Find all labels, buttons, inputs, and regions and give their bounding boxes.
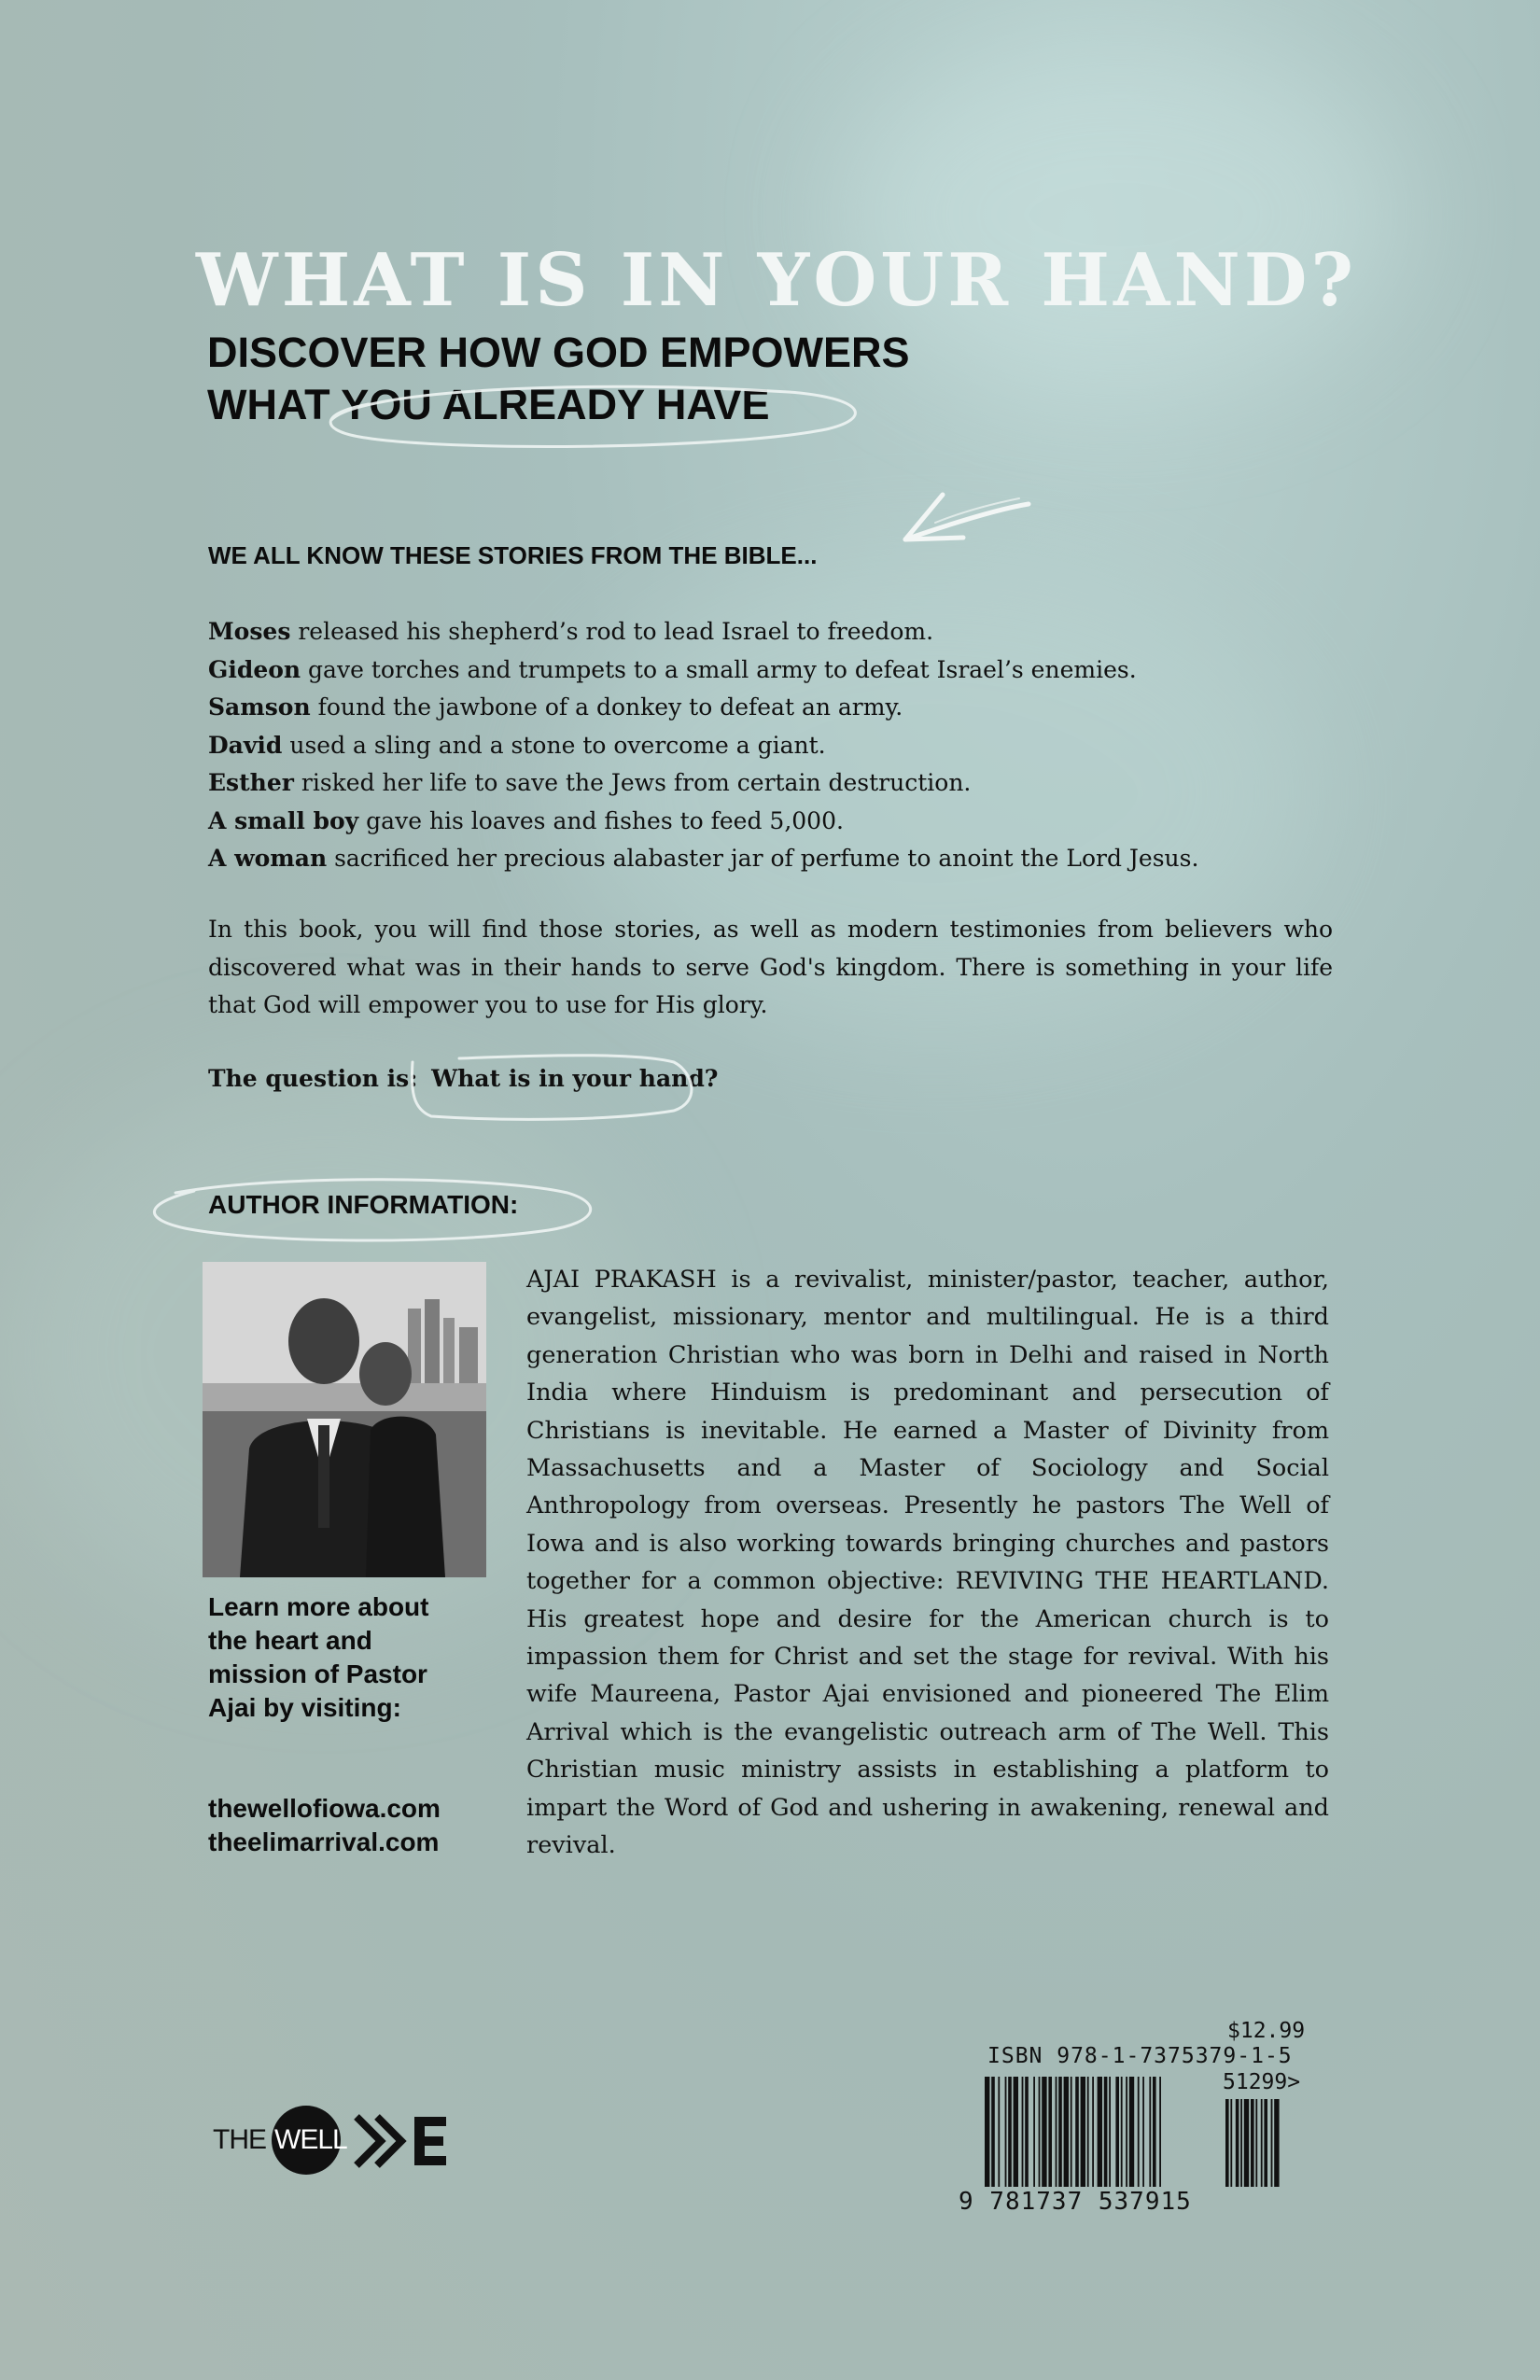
story-name: Moses (208, 618, 291, 645)
barcode-addon-bar (1240, 2099, 1242, 2187)
barcode-bar (1115, 2077, 1119, 2187)
barcode-addon-bar (1261, 2099, 1263, 2187)
price-addon-code: 51299> (1223, 2070, 1301, 2094)
barcode-bar (1008, 2077, 1012, 2187)
story-text: risked her life to save the Jews from certain destruction. (293, 769, 972, 796)
barcode-addon-bar (1225, 2099, 1229, 2187)
barcode-bar (1056, 2077, 1057, 2187)
barcode-bar (1081, 2077, 1085, 2187)
barcode-bar (1039, 2077, 1041, 2187)
barcode-bar (1025, 2077, 1029, 2187)
barcode-bar (1042, 2077, 1046, 2187)
story-text: gave his loaves and fishes to feed 5,000. (358, 806, 844, 834)
barcode-addon-bar (1236, 2099, 1239, 2187)
barcode-bar (1092, 2077, 1094, 2187)
barcode-addon-bar (1274, 2099, 1279, 2187)
barcode-addon-bar (1244, 2099, 1249, 2187)
barcode-bar (1126, 2077, 1127, 2187)
barcode-bar (1058, 2077, 1062, 2187)
barcode-bar (1153, 2077, 1156, 2187)
story-name: David (208, 731, 283, 759)
isbn-barcode (985, 2077, 1321, 2187)
barcode-bar (1071, 2077, 1072, 2187)
intro-paragraph: In this book, you will find those stories, as well as modern testimonies from believers who discovered what was in their hands to serve God's kingdom. There is something in your life that God will empower you to use for His glory. (208, 916, 1333, 1018)
barcode-bar (1033, 2077, 1035, 2187)
barcode-bar (1087, 2077, 1089, 2187)
learn-more-text: Learn more about the heart and mission of Pastor Ajai by visiting: (208, 1592, 429, 1722)
story-line (208, 651, 1365, 690)
barcode-bar (1138, 2077, 1140, 2187)
author-photo-illustration (203, 1262, 486, 1577)
barcode-addon-bar (1271, 2099, 1273, 2187)
story-line (208, 803, 1365, 841)
elim-arrival-logo-icon (353, 2111, 474, 2171)
barcode-bar (998, 2077, 1000, 2187)
price-label: $12.99 (1227, 2019, 1306, 2043)
barcode-addon-bar (1251, 2099, 1254, 2187)
barcode-bar (1022, 2077, 1024, 2187)
stories-heading: WE ALL KNOW THESE STORIES FROM THE BIBLE... (208, 541, 818, 569)
story-line (208, 727, 1365, 765)
isbn-label: ISBN 978-1-7375379-1-5 (987, 2044, 1293, 2068)
subtitle-line: DISCOVER HOW GOD EMPOWERS (207, 329, 910, 376)
chalk-arrow-icon (898, 485, 1038, 551)
story-text: sacrificed her precious alabaster jar of perfume to anoint the Lord Jesus. (327, 845, 1199, 872)
logo-word-well: WELL (274, 2124, 347, 2155)
barcode-bar (985, 2077, 989, 2187)
story-text: used a sling and a stone to overcome a giant. (282, 731, 826, 759)
barcode-bar (1014, 2077, 1018, 2187)
author-bio: AJAI PRAKASH is a revivalist, minister/pastor, teacher, author, evangelist, missionary, mentor and multilingual. He is a third generation Christian who was born in Delhi and raised in North India where Hinduism is predominant and persecution of Christians is inevitable. He earned a Master of Divinity from Massachusetts and a Master of Sociology and Social Anthropology from overseas. Presently he pastors The Well of Iowa and is also working towards bringing churches and pastors together for a common objective: REVIVING THE HEARTLAND. His greatest hope and desire for the American church is to impassion them for Christ and set the stage for revival. With his wife Maureena, Pastor Ajai envisioned and pioneered The Elim Arrival which is the evangelistic outreach arm of The Well. This Christian music ministry assists in establishing a platform to impart the Word of God and ushering in awakening, renewal and revival. (526, 1266, 1329, 1860)
website-links (208, 1792, 441, 1859)
story-text: gave torches and trumpets to a small army to defeat Israel’s enemies. (301, 655, 1137, 683)
author-heading: AUTHOR INFORMATION: (208, 1190, 519, 1219)
barcode-bar (1005, 2077, 1007, 2187)
barcode-addon-bar (1255, 2099, 1257, 2187)
barcode-bar (1104, 2077, 1108, 2187)
story-line (208, 613, 1365, 651)
question-label: The question is: (208, 1065, 418, 1092)
story-line (208, 764, 1365, 803)
barcode-bar (1142, 2077, 1144, 2187)
story-text: released his shepherd’s rod to lead Israel to freedom. (290, 618, 934, 645)
barcode-bar (991, 2077, 995, 2187)
barcode-bar (1048, 2077, 1052, 2187)
story-name: Esther (208, 769, 294, 796)
book-subtitle (207, 327, 1047, 431)
subtitle-line: WHAT YOU ALREADY HAVE (207, 381, 770, 428)
barcode-addon-bar (1264, 2099, 1267, 2187)
story-line (208, 840, 1365, 878)
barcode-bar (1098, 2077, 1102, 2187)
barcode-addon-bar (1230, 2099, 1232, 2187)
ean-digits: 9 781737 537915 (959, 2188, 1192, 2216)
question-answer: What is in your hand? (431, 1065, 719, 1092)
barcode-bar (1075, 2077, 1079, 2187)
author-photo (203, 1262, 486, 1577)
book-title: WHAT IS IN YOUR HAND? (196, 238, 1358, 323)
story-text: found the jawbone of a donkey to defeat an army. (310, 693, 903, 721)
the-well-logo (211, 2106, 491, 2177)
story-line (208, 689, 1365, 727)
story-name: Samson (208, 693, 311, 721)
barcode-bar (1109, 2077, 1111, 2187)
story-name: Gideon (208, 655, 301, 683)
story-name: A small boy (208, 806, 359, 834)
bible-stories-list (208, 613, 1365, 878)
barcode-bar (1159, 2077, 1161, 2187)
logo-word-the: THE (213, 2124, 266, 2155)
barcode-bar (1121, 2077, 1123, 2187)
story-name: A woman (208, 845, 328, 872)
barcode-bar (1149, 2077, 1151, 2187)
website-link-thewellofiowa[interactable]: thewellofiowa.com (208, 1794, 441, 1823)
website-link-theelimarrival[interactable]: theelimarrival.com (208, 1827, 440, 1856)
question-line (208, 1065, 718, 1092)
barcode-bar (1129, 2077, 1134, 2187)
barcode-bar (1064, 2077, 1069, 2187)
